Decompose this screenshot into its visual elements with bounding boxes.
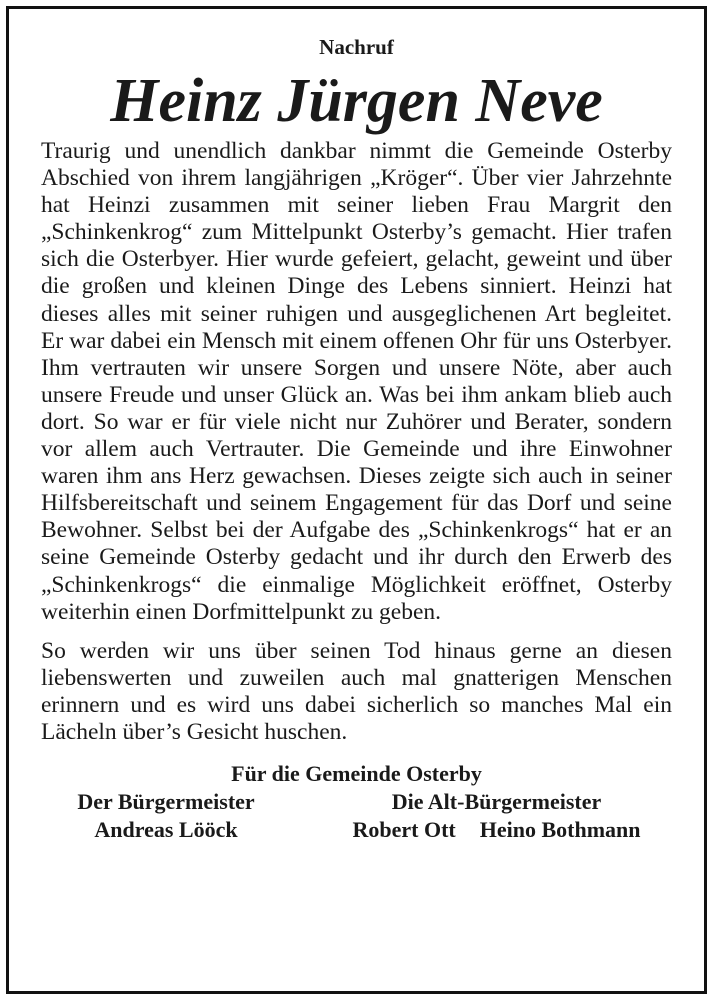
mayor-name: Andreas Lööck	[94, 817, 238, 843]
signoff-block	[41, 760, 672, 844]
obituary-notice	[41, 34, 672, 844]
former-mayor-name: Heino Bothmann	[479, 817, 641, 843]
signature-mayor	[41, 788, 291, 844]
mayor-title: Der Bürgermeister	[77, 789, 255, 815]
signatures-row	[41, 788, 672, 844]
notice-kicker: Nachruf	[319, 35, 394, 59]
former-mayor-name: Robert Ott	[352, 817, 456, 843]
body-paragraph-1: Traurig und unendlich dankbar nimmt die Gemeinde Osterby Abschied von ihrem langjährigen „Kröger“. Über vier Jahrzehnte hat Heinzi zusammen mit seiner lieben Frau Margrit den „Schinkenkrog“ zum Mittelpunkt Osterby’s gemacht. Hier trafen sich die Osterbyer. Hier wurde gefeiert, gelacht, geweint und über die großen und kleinen Dinge des Lebens sinniert. Heinzi hat dieses alles mit seiner ruhigen und ausgeglichenen Art begleitet. Er war dabei ein Mensch mit einem offenen Ohr für uns Osterbyer. Ihm vertrauten wir unsere Sorgen und unsere Nöte, aber auch unsere Freude und unser Glück an. Was bei ihm ankam blieb auch dort. So war er für viele nicht nur Zuhörer und Berater, sondern vor allem auch Vertrauter. Die Gemeinde und ihre Einwohner waren ihm ans Herz gewachsen. Dieses zeigte sich auch in seiner Hilfsbereitschaft und seinem Engagement für das Dorf und seine Bewohner. Selbst bei der Aufgabe des „Schinkenkrogs“ hat er an seine Gemeinde Osterby gedacht und ihr durch den Erwerb des „Schinkenkrogs“ die einmalige Möglichkeit eröffnet, Osterby weiterhin einen Dorfmittelpunkt zu geben.	[41, 138, 672, 625]
body-paragraph-2: So werden wir uns über seinen Tod hinaus gerne an diesen liebenswerten und zuweilen auch mal gnatterigen Menschen erinnern und es wird uns dabei sicherlich so manches Mal ein Lächeln über’s Gesicht huschen.	[41, 637, 672, 745]
deceased-name: Heinz Jürgen Neve	[110, 67, 603, 135]
former-mayors-title: Die Alt-Bürgermeister	[391, 789, 602, 815]
signature-former-mayors	[321, 788, 672, 844]
signoff-organization: Für die Gemeinde Osterby	[231, 761, 482, 787]
former-mayors-names	[321, 816, 672, 844]
